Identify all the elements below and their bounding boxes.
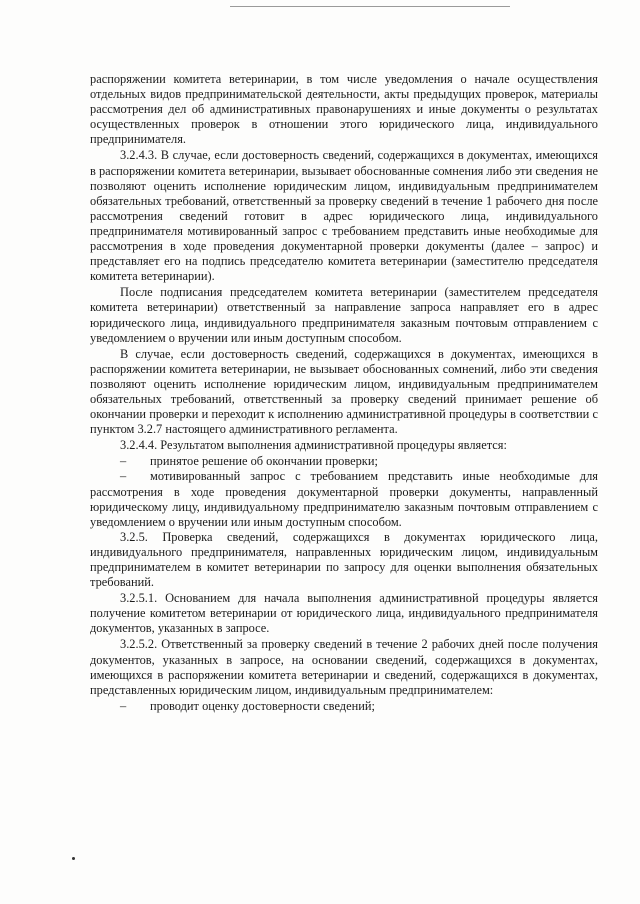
paragraph-3-2-5-1: 3.2.5.1. Основанием для начала выполнения административной процедуры является получение комитетом ветеринарии от юридического лица, индивидуального предпринимателя документов, указанных в запросе. (90, 591, 598, 636)
paragraph-3-2-4-3: 3.2.4.3. В случае, если достоверность сведений, содержащихся в документах, имеющихся в распоряжении комитета ветеринарии, вызывает обоснованные сомнения либо эти сведения не позволяют оценить исполнение юридическим лицом, индивидуальным предпринимателем обязательных требований, ответственный за проверку сведений в течение 1 рабочего дня после рассмотрения сведений готовит в адрес юридического лица, индивидуального предпринимателя мотивированный запрос с требованием представить иные необходимые для рассмотрения в ходе проведения документарной проверки документы (далее – запрос) и представляет его на подпись председателю комитета ветеринарии (заместителю председателя комитета ветеринарии). (90, 148, 598, 284)
list-item (90, 699, 598, 714)
paragraph-3-2-4-4: 3.2.4.4. Результатом выполнения административной процедуры является: (120, 438, 507, 453)
document-body (90, 72, 598, 714)
list-item-text: принятое решение об окончании проверки; (150, 454, 378, 469)
list-item (90, 469, 598, 529)
list-dash: – (120, 469, 127, 484)
list-item-text: проводит оценку достоверности сведений; (150, 698, 375, 713)
paragraph-after-signing: После подписания председателем комитета ветеринарии (заместителем председателя комитета ветеринарии) ответственный за направление запроса направляет его в адрес юридического лица, индивидуального предпринимателя заказным почтовым отправлением с уведомлением о вручении или иным доступным способом. (90, 285, 598, 345)
paragraph-continuation: распоряжении комитета ветеринарии, в том числе уведомления о начале осуществления отдельных видов предпринимательской деятельности, акты предыдущих проверок, материалы рассмотрения дел об административных правонарушениях и иные документы о результатах осуществленных проверок в отношении этого юридического лица, индивидуального предпринимателя. (90, 72, 598, 147)
list-dash: – (120, 698, 127, 713)
list-item (90, 454, 598, 469)
list-item-text: мотивированный запрос с требованием представить иные необходимые для рассмотрения в ходе проведения документарной проверки документы, направленный юридическому лицу, индивидуальному предпринимателю заказным почтовым отправлением с уведомлением о вручении или иным доступным способом. (90, 469, 598, 529)
paragraph-3-2-5: 3.2.5. Проверка сведений, содержащихся в документах юридического лица, индивидуального предпринимателя, направленных юридическим лицом, индивидуальным предпринимателем в комитет ветеринарии по запросу для оценки выполнения обязательных требований. (90, 529, 598, 590)
paragraph-no-doubts-case: В случае, если достоверность сведений, содержащихся в документах, имеющихся в распоряжении комитета ветеринарии, не вызывает обоснованных сомнений, либо эти сведения позволяют оценить исполнение юридическим лицом, индивидуальным предпринимателем обязательных требований, ответственный за проверку сведений принимает решение об окончании проверки и переходит к исполнению административной процедуры в соответствии с пунктом 3.2.7 настоящего административного регламента. (90, 346, 598, 437)
paragraph-3-2-5-2: 3.2.5.2. Ответственный за проверку сведений в течение 2 рабочих дней после получения документов, указанных в запросе, на основании сведений, содержащихся в документах, имеющихся в распоряжении комитета ветеринарии и сведений, содержащихся в документах, представленных юридическим лицом, индивидуальным предпринимателем: (90, 637, 598, 697)
list-dash: – (120, 454, 127, 469)
scan-edge-line (230, 6, 510, 7)
scan-speck (72, 857, 75, 860)
